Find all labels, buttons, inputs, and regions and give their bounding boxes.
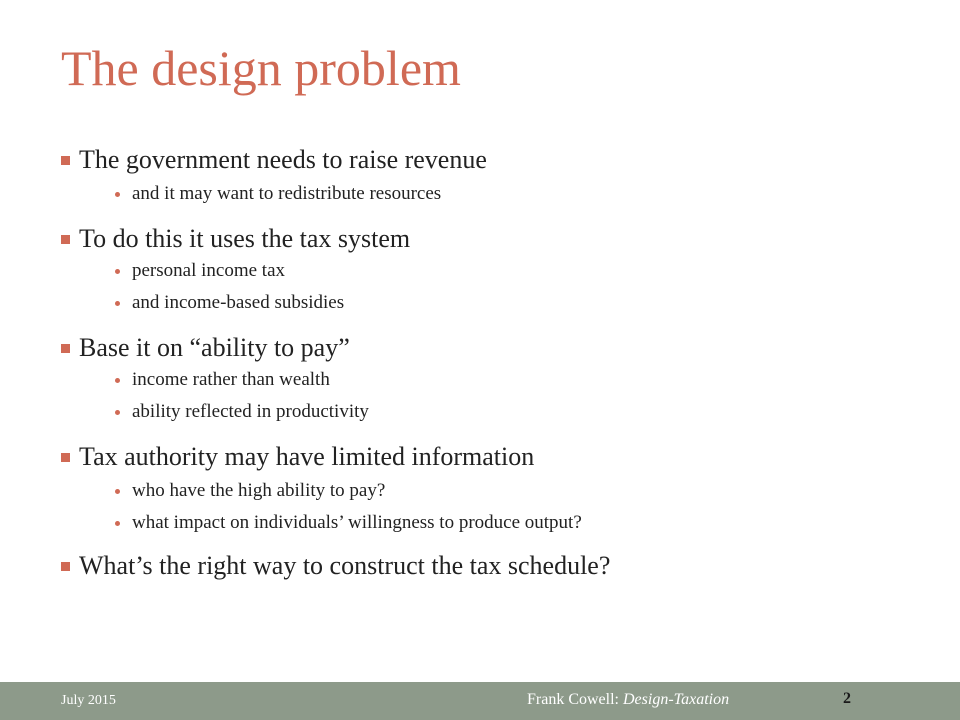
dot-bullet-icon	[115, 269, 120, 274]
sub-bullet-text: personal income tax	[132, 260, 286, 281]
square-bullet-icon	[61, 156, 70, 165]
dot-bullet-icon	[115, 489, 120, 494]
bullet-item	[61, 551, 610, 581]
square-bullet-icon	[61, 453, 70, 462]
footer-credit	[527, 691, 729, 709]
bullet-text: Tax authority may have limited information	[79, 442, 535, 471]
sub-bullet-text: and it may want to redistribute resources	[132, 183, 442, 204]
bullet-text: Base it on “ability to pay”	[79, 333, 350, 362]
sub-bullet-item	[115, 259, 285, 283]
sub-bullet-text: who have the high ability to pay?	[132, 480, 386, 501]
sub-bullet-text: ability reflected in productivity	[132, 401, 369, 422]
sub-bullet-item	[115, 291, 344, 315]
sub-bullet-item	[115, 511, 582, 535]
sub-bullet-item	[115, 368, 330, 392]
bullet-item	[61, 224, 410, 254]
bullet-item	[61, 333, 350, 363]
sub-bullet-text: income rather than wealth	[132, 369, 330, 390]
sub-bullet-item	[115, 182, 441, 206]
bullet-item	[61, 145, 487, 175]
page-number: 2	[843, 690, 851, 707]
bullet-text: What’s the right way to construct the tax schedule?	[79, 551, 611, 580]
sub-bullet-item	[115, 400, 369, 424]
bullet-text: To do this it uses the tax system	[79, 224, 411, 253]
footer-course: Design-Taxation	[623, 691, 730, 708]
dot-bullet-icon	[115, 410, 120, 415]
square-bullet-icon	[61, 235, 70, 244]
sub-bullet-text: and income-based subsidies	[132, 292, 345, 313]
dot-bullet-icon	[115, 378, 120, 383]
slide-title: The design problem	[61, 40, 461, 96]
footer-author: Frank Cowell:	[527, 691, 623, 708]
dot-bullet-icon	[115, 192, 120, 197]
footer-bar	[0, 682, 960, 720]
bullet-item	[61, 442, 534, 472]
footer-date: July 2015	[61, 693, 116, 708]
sub-bullet-text: what impact on individuals’ willingness to produce output?	[132, 512, 582, 533]
square-bullet-icon	[61, 562, 70, 571]
dot-bullet-icon	[115, 301, 120, 306]
sub-bullet-item	[115, 479, 385, 503]
square-bullet-icon	[61, 344, 70, 353]
dot-bullet-icon	[115, 521, 120, 526]
bullet-text: The government needs to raise revenue	[79, 145, 487, 174]
